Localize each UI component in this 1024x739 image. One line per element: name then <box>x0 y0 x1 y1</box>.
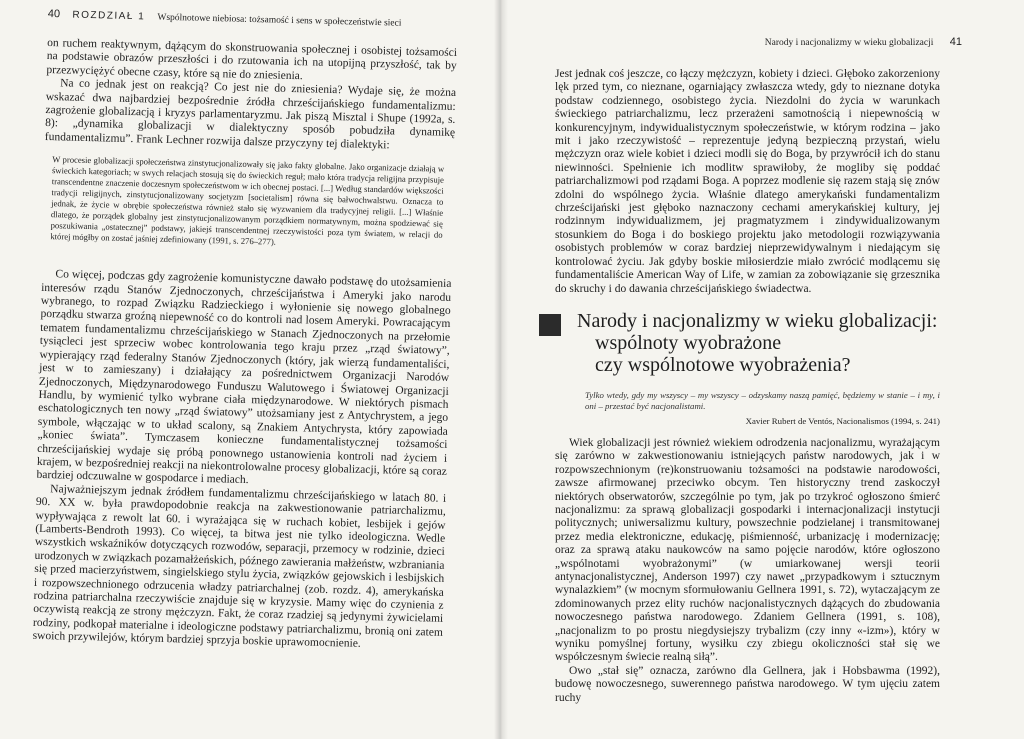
section-heading-block <box>555 310 940 376</box>
section-heading-line-3: czy wspólnotowe wyobrażenia? <box>595 353 851 376</box>
block-quote: W procesie globalizacji społeczeństwa zinstytucjonalizowały się jako fakty globalne. Jako organizacje działają w świeckich kategoriach; w swych relacjach stosują się do świeckich reguł; mało która tradycja religijna przypisuje transcendentne znaczenie doczesnym społeczeństwom w ich obecnej postaci. [...] Według standardów większości tradycji religijnych, zinstytucjonalizowany socjetyzm [societalism] równa się bałwochwalstwu. Oznacza to jednak, że życie w obrębie społeczeństwa również stało się wyzwaniem dla tradycyjnej religii. [...] Właśnie dlatego, że porządek globalny jest zinstytucjonalizowanym porządkiem normatywnym, można spodziewać się poszukiwania „ostatecznej” podstawy, jakiejś transcendentnej rzeczywistości poza tym światem, w relacji do której mógłby on zostać jaśniej zdefiniowany (1991, s. 276–277). <box>50 154 445 247</box>
left-paragraph-4: Najważniejszym jednak źródłem fundamentalizmu chrześcijańskiego w latach 80. i 90. XX w. była prawdopodobnie reakcja na zakwestionowanie patriarchalizmu, wypływająca z rewolt lat 60. i wyrażająca się w ruchach kobiet, lesbijek i gejów (Lamberts-Bendroth 1993). Co więcej, ta bitwa jest nie tylko ideologiczna. Wedle wszystkich wskaźników dotyczących rozwodów, separacji, przemocy w rodzinie, dzieci urodzonych w związkach pozamałżeńskich, późnego zawierania małżeństw, wzbraniania się przed macierzyństwem, singielskiego stylu życia, związków gejowskich i lesbijskich i rozpowszechnionego odrzucenia władzy patriarchalnej (zob. rozdz. 4), amerykańska rodzina patriarchalna rzeczywiście znajduje się w kryzysie. Mamy więc do czynienia z oczywistą reakcją ze strony mężczyzn. Fakt, że coraz rzadziej są jedynymi żywicielami rodziny, podkopał materialne i ideologiczne podstawy patriarchalizmu, bronią oni zatem swoich przywilejów, którym bardziej sprzyja boskie uprawomocnienie. <box>32 482 447 651</box>
left-text-column <box>32 8 457 653</box>
epigraph-author: Xavier Rubert de Ventós, Nacionalismos (1994, s. 241) <box>745 415 940 426</box>
book-gutter <box>494 0 508 739</box>
section-heading-line-1: Narody i nacjonalizmy w wieku globalizacji: <box>577 309 938 332</box>
left-page <box>0 0 500 739</box>
left-paragraph-1: on ruchem reaktywnym, dążącym do skonstruowania społecznej i osobistej tożsamości na podstawie obrazów przeszłości i do rzutowania ich na utopijną przyszłość, tak by przezwyciężyć obecne czasy, które są nie do zniesienia. <box>46 36 458 83</box>
right-running-title: Narody i nacjonalizmy w wieku globalizacji <box>764 38 934 48</box>
left-running-title: Wspólnotowe niebiosa: tożsamość i sens w społeczeństwie sieci <box>157 12 402 29</box>
section-heading <box>577 310 940 376</box>
right-paragraph-2: Wiek globalizacji jest również wiekiem odrodzenia nacjonalizmu, wyrażającym się zarówno w zakwestionowaniu istniejących państw narodowych, jak i w rozpowszechnionym (re)konstruowaniu tożsamości na podstawie narodowości, zawsze afirmowanej przeciwko obcym. Ten historyczny trend zaskoczył niektórych obserwatorów, szczególnie po tym, jak po trzykroć ogłoszono śmierć nacjonalizmu: za sprawą globalizacji gospodarki i internacjonalizacji instytucji politycznych; uniwersalizmu kultury, powszechnie podzielanej i transmitowanej przez media elektroniczne, edukację, piśmienność, urbanizację i modernizację; oraz za sprawą ataku naukowców na samo pojęcie narodów, które ogłoszono „wspólnotami wyobrażonymi” (w umiarkowanej wersji teorii antynacjonalistycznej, Anderson 1997) czy nawet „przypadkowym i sztucznym wynalazkiem” (w mocnym sformułowaniu Gellnera 1991, s. 72), wytaczającym ze zdominowanych przez elity ruchów nacjonalistycznych dążących do zbudowania nowoczesnego państwa narodowego. Zdaniem Gellnera (1991, s. 108), „nacjonalizm to po prostu niegdysiejszy trybalizm (czy inny «-izm»), który w wyniku pomyślnej fortuny, wysiłku czy zbiegu okoliczności stał się we współczesnym świecie realną siłą”. <box>555 436 940 664</box>
epigraph: Tylko wtedy, gdy my wszyscy – my wszyscy – odzyskamy naszą pamięć, będziemy w stanie – i my, i oni – przestać być nacjonalistami. <box>585 389 940 411</box>
section-heading-line-2: wspólnoty wyobrażone <box>595 331 782 354</box>
right-paragraph-1: Jest jednak coś jeszcze, co łączy mężczyzn, kobiety i dzieci. Głęboko zakorzeniony lęk przed tym, co nieznane, ogarniający zwłaszcza wtedy, gdy to nieznane dotyka podstaw codziennego, osobistego życia. Niezdolni do życia w warunkach świeckiego patriarchalizmu, lecz przerażeni samotnością i niepewnością w konkurencyjnym, indywidualistycznym społeczeństwie, w którym rodzina – jako mit i jako rzeczywistość – reprezentuje jedyną bezpieczną przystań, wielu mężczyzn oraz wiele kobiet i dzieci modli się do Boga, by przywrócił ich do stanu niewinności. Spełnienie ich modlitw sprawiłoby, że mogliby się poddać patriarchalizmowi pod rządami Boga. A poprzez modlenie się razem stają się znów zdolni do wspólnego życia. Właśnie dlatego amerykański fundamentalizm chrześcijański jest głęboko naznaczony cechami amerykańskiej kultury, jej rodzinnym indywidualizmem, jej pragmatyzmem i zindywidualizowanym stosunkiem do Boga i do boskiego projektu jako metodologii rozwiązywania osobistych problemów w coraz bardziej nieprzewidywalnym i niedającym się kontrolować życiu. Jak gdyby boskie miłosierdzie miało zwrócić modlącemu się fundamentaliście American Way of Life, w zamian za zobowiązanie się grzesznika do skruchy i do dawania chrześcijańskiego świadectwa. <box>555 68 940 295</box>
right-running-head <box>522 36 962 49</box>
section-square-icon <box>539 314 561 336</box>
right-paragraph-3: Owo „stał się” oznacza, zarówno dla Gellnera, jak i Hobsbawma (1992), budowę nowoczesnego, suwerennego państwa narodowego. W tym ujęciu zatem ruchy <box>555 664 940 704</box>
left-paragraph-2: Na co jednak jest on reakcją? Co jest nie do zniesienia? Wydaje się, że można wskazać dwa najbardziej bezpośrednie źródła chrześcijańskiego fundamentalizmu: zagrożenie globalizacją i kryzys parlamentaryzmu. Jak piszą Misztal i Shupe (1992a, s. 8): „dynamika globalizacji w dialektyczny sposób pobudziła dynamikę fundamentalizmu”. Frank Lechner rozwija dalsze przyczyny tej dialektyki: <box>44 77 457 152</box>
left-paragraph-3: Co więcej, podczas gdy zagrożenie komunistyczne dawało podstawę do utożsamienia interesów rządu Stanów Zjednoczonych, chrześcijaństwa i Ameryki jako narodu wybranego, to rozpad Związku Radzieckiego i wyłonienie się nowego globalnego porządku stwarza groźną niepewność co do kontroli nad losem Ameryki. Powracającym tematem fundamentalizmu chrześcijańskiego w Stanach Zjednoczonych na przełomie tysiącleci jest sprzeciw wobec kontrolowania tego kraju przez „rząd światowy”, wypierający rząd federalny Stanów Zjednoczonych (który, jak wierzą fundamentaliści, jest w to zamieszany) i działający za pośrednictwem Organizacji Narodów Zjednoczonych, Międzynarodowego Funduszu Walutowego i Światowej Organizacji Handlu, by wymienić tylko wybrane ciała międzynarodowe. W niektórych pismach eschatologicznych ten nowy „rząd światowy” utożsamiany jest z Antychrystem, a jego symbole, włączając w to układ scalony, są Znakiem Antychrysta, który zapowiada „koniec świata”. Tymczasem konieczne fundamentalistycznej tożsamości chrześcijańskiej wydaje się próbą ponownego ustanowienia kontroli nad życiem i krajem, w bezpośredniej reakcji na niekontrolowalne procesy globalizacji, które są coraz bardziej odczuwalne w gospodarce i mediach. <box>36 268 452 487</box>
left-page-number: 40 <box>47 8 61 21</box>
right-page-number: 41 <box>949 36 962 48</box>
chapter-label: ROZDZIAŁ 1 <box>72 9 146 23</box>
right-text-column <box>555 68 940 705</box>
